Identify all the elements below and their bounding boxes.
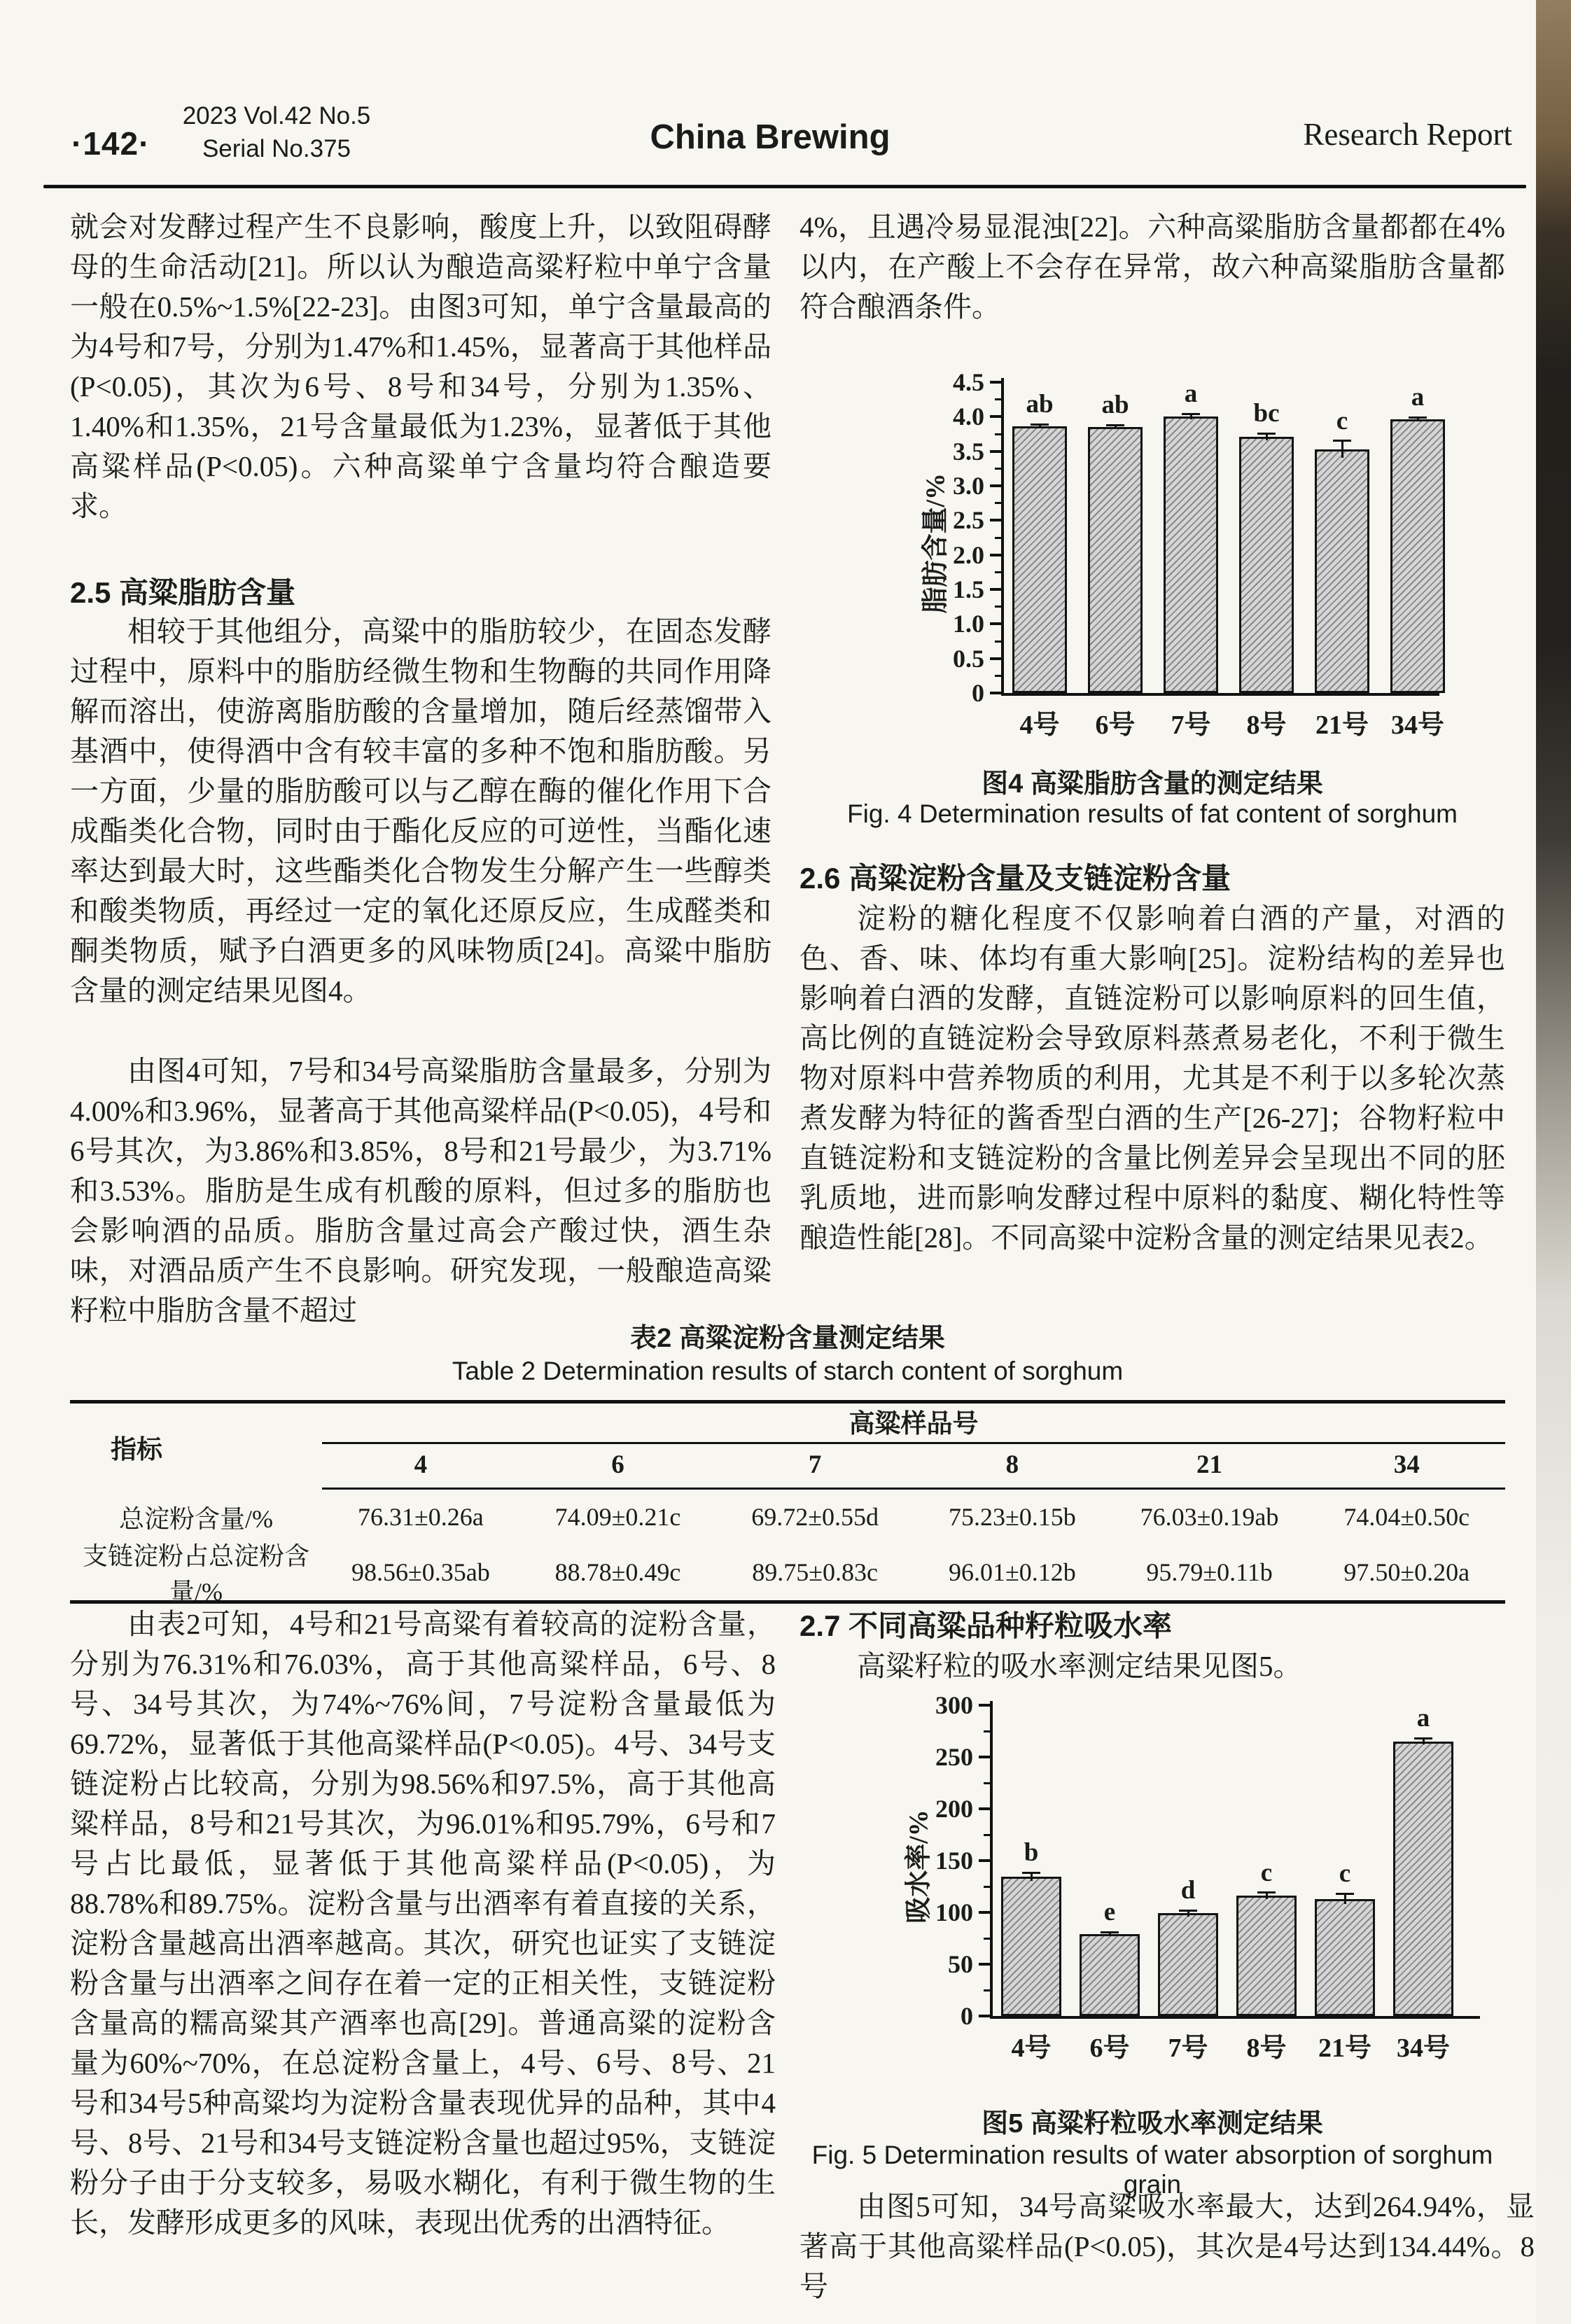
- figure4-bar-chart: [921, 368, 1444, 759]
- x-category-label: 21号: [1315, 710, 1369, 740]
- y-major-tick: [990, 519, 1001, 522]
- y-minor-tick: [984, 1989, 990, 1991]
- paragraph-water-absorption-results: 由图5可知，34号高粱吸水率最大，达到264.94%，显著高于其他高粱样品(P<0.05)，其次是4号达到134.44%。8号: [800, 2190, 1535, 2302]
- y-tick-label: 4.0: [953, 402, 984, 431]
- figure4-caption-cn: 图4 高粱脂肪含量的测定结果: [982, 769, 1323, 799]
- error-bar-cap: [1333, 440, 1351, 442]
- y-tick-label: 1.5: [953, 575, 984, 603]
- y-major-tick: [990, 657, 1001, 660]
- table2-cell: 75.23±0.15b: [948, 1503, 1076, 1531]
- error-bar-cap: [1101, 1931, 1119, 1933]
- table2-header-samples: [322, 1404, 1505, 1490]
- bar-7号: [1158, 1913, 1218, 2016]
- x-category-label: 34号: [1390, 710, 1444, 740]
- error-bar-stem: [1341, 441, 1343, 458]
- bar-4号: [1001, 1877, 1061, 2016]
- x-axis-line: [1001, 693, 1439, 696]
- bar-21号: [1315, 449, 1369, 693]
- bar-8号: [1236, 1896, 1297, 2016]
- y-major-tick: [990, 622, 1001, 625]
- paragraph-water-absorption-intro: 高粱籽粒的吸水率测定结果见图5。: [857, 1650, 1302, 1682]
- x-category-label: 8号: [1246, 710, 1287, 740]
- y-minor-tick: [984, 1782, 990, 1784]
- bar-6号: [1088, 427, 1143, 693]
- figure5-caption-cn: 图5 高粱籽粒吸水率测定结果: [982, 2109, 1323, 2138]
- table2-cell: 98.56±0.35ab: [351, 1558, 490, 1586]
- paragraph-fat-discussion: 由图4可知，7号和34号高粱脂肪含量最多，分别为4.00%和3.96%，显著高于其他高粱样品(P<0.05)，4号和6号其次，为3.86%和3.85%，8号和21号最少，为3.71%和3.53%。脂肪是生成有机酸的原料，但过多的脂肪也会影响酒的品质。脂肪含量过高会产酸过快，酒生杂味，对酒品质产生不良影响。研究发现，一般酿造高粱籽粒中脂肪含量不超过: [70, 1055, 771, 1326]
- y-minor-tick: [995, 502, 1001, 504]
- table2-cell: 97.50±0.20a: [1343, 1558, 1470, 1586]
- y-tick-label: 0: [961, 2002, 973, 2030]
- y-minor-tick: [995, 606, 1001, 608]
- bar-21号: [1315, 1899, 1375, 2016]
- section-heading-2-7: 2.7 不同高粱品种籽粒吸水率: [800, 1609, 1173, 1642]
- table2-row-amylopectin: [70, 1542, 1505, 1606]
- journal-title: China Brewing: [650, 118, 891, 156]
- table2-cell: 74.09±0.21c: [554, 1503, 681, 1531]
- significance-letter: a: [1416, 1704, 1430, 1733]
- table2-cell: 95.79±0.11b: [1146, 1558, 1273, 1586]
- issue-info: [168, 99, 385, 165]
- table2-sample-id: 34: [1393, 1450, 1420, 1479]
- y-tick-label: 0.5: [953, 644, 984, 673]
- y-tick-label: 3.0: [953, 472, 984, 500]
- error-bar-cap: [1031, 424, 1049, 426]
- bar-34号: [1390, 419, 1445, 693]
- y-tick-label: 0: [972, 679, 984, 707]
- y-minor-tick: [984, 1730, 990, 1732]
- table2-cell: 76.03±0.19ab: [1140, 1503, 1279, 1531]
- y-minor-tick: [995, 468, 1001, 470]
- bar-34号: [1393, 1742, 1453, 2016]
- error-bar-cap: [1106, 424, 1124, 426]
- table2-sample-id: 4: [414, 1450, 428, 1479]
- y-major-tick: [979, 1911, 990, 1914]
- y-major-tick: [990, 450, 1001, 453]
- table2-cell: 96.01±0.12b: [948, 1558, 1076, 1586]
- bar-8号: [1239, 437, 1294, 693]
- error-bar-cap: [1022, 1872, 1040, 1874]
- y-major-tick: [979, 1756, 990, 1758]
- table2-cell: 74.04±0.50c: [1343, 1503, 1470, 1531]
- y-minor-tick: [995, 537, 1001, 539]
- table2-cell: 69.72±0.55d: [751, 1503, 879, 1531]
- y-major-tick: [990, 692, 1001, 694]
- x-category-label: 7号: [1171, 710, 1211, 740]
- paragraph-tannin-results: 就会对发酵过程产生不良影响，酸度上升，以致阻碍酵母的生命活动[21]。所以认为酿造高粱籽粒中单宁含量一般在0.5%~1.5%[22-23]。由图3可知，单宁含量最高的为4号和7号，分别为1.47%和1.45%，显著高于其他样品(P<0.05)，其次为6号、8号和34号，分别为1.35%、1.40%和1.35%，21号含量最低为1.23%，显著低于其他高粱样品(P<0.05)。六种高粱单宁含量均符合酿造要求。: [70, 211, 771, 522]
- y-minor-tick: [995, 675, 1001, 677]
- significance-letter: ab: [1101, 391, 1129, 420]
- paragraph-starch-background: 淀粉的糖化程度不仅影响着白酒的产量，对酒的色、香、味、体均有重大影响[25]。淀粉结构的差异也影响着白酒的发酵，直链淀粉可以影响原料的回生值，高比例的直链淀粉会导致原料蒸煮易老化，不利于微生物对原料中营养物质的利用，尤其是不利于以多轮次蒸煮发酵为特征的酱香型白酒的生产[26-27]；谷物籽粒中直链淀粉和支链淀粉的含量比例差异会呈现出不同的胚乳质地，进而影响发酵过程中原料的黏度、糊化特性等酿造性能[28]。不同高粱中淀粉含量的测定结果见表2。: [800, 902, 1505, 1254]
- table2-sample-id: 21: [1196, 1450, 1223, 1479]
- y-minor-tick: [984, 1938, 990, 1940]
- table2-sample-id: 6: [611, 1450, 624, 1479]
- y-minor-tick: [995, 571, 1001, 573]
- issue-serial: Serial No.375: [202, 135, 351, 162]
- y-minor-tick: [995, 433, 1001, 435]
- error-bar-cap: [1409, 416, 1427, 419]
- x-category-label: 34号: [1396, 2033, 1450, 2063]
- x-category-label: 4号: [1011, 2033, 1052, 2063]
- error-bar-stem: [1031, 1872, 1033, 1881]
- significance-letter: ab: [1026, 390, 1054, 419]
- issue-volume: 2023 Vol.42 No.5: [182, 102, 371, 130]
- figure4-caption-en: Fig. 4 Determination results of fat content of sorghum: [847, 799, 1458, 828]
- significance-letter: d: [1180, 1876, 1196, 1905]
- significance-letter: a: [1184, 379, 1198, 409]
- y-major-tick: [990, 415, 1001, 418]
- error-bar-cap: [1414, 1737, 1432, 1740]
- y-tick-label: 150: [935, 1847, 973, 1875]
- y-tick-label: 4.5: [953, 368, 984, 396]
- y-minor-tick: [995, 398, 1001, 400]
- table2-title-cn: 表2 高粱淀粉含量测定结果: [630, 1324, 945, 1353]
- figure5-caption-en: Fig. 5 Determination results of water absorption of sorghum grain: [811, 2141, 1493, 2199]
- y-major-tick: [990, 381, 1001, 384]
- y-tick-label: 1.0: [953, 610, 984, 638]
- y-axis-line: [1001, 378, 1004, 696]
- significance-letter: c: [1260, 1858, 1273, 1887]
- figure5-bar-chart: [904, 1691, 1484, 2096]
- page-number: ·142·: [71, 125, 151, 162]
- table2-sample-id: 8: [1005, 1450, 1019, 1479]
- error-bar-cap: [1257, 433, 1276, 435]
- table2-cell: 88.78±0.49c: [554, 1558, 681, 1586]
- paragraph-starch-discussion: 由表2可知，4号和21号高粱有着较高的淀粉含量，分别为76.31%和76.03%，高于其他高粱样品，6号、8号、34号其次，为74%~76%间，7号淀粉含量最低为69.72%，显著低于其他高粱样品(P<0.05)。4号、34号支链淀粉占比较高，分别为98.56%和97.5%，高于其他高粱样品，8号和21号其次，为96.01%和95.79%，6号和7号占比最低，显著低于其他高粱样品(P<0.05)，为88.78%和89.75%。淀粉含量与出酒率有着直接的关系，淀粉含量越高出酒率越高。其次，研究也证实了支链淀粉含量与出酒率之间存在着一定的正相关性，支链淀粉含量高的糯高粱其产酒率也高[29]。普通高粱的淀粉含量为60%~70%，在总淀粉含量上，4号、6号、8号、21号和34号5种高粱均为淀粉含量表现优异的品种，其中4号、8号、21号和34号支链淀粉含量也超过95%，支链淀粉分子由于分支较多，易吸水糊化，有利于微生物的生长，发酵形成更多的风味，表现出优秀的出酒特征。: [70, 1608, 776, 2239]
- significance-letter: c: [1336, 406, 1348, 435]
- y-tick-label: 100: [935, 1898, 973, 1926]
- y-major-tick: [979, 2015, 990, 2017]
- bar-7号: [1164, 416, 1218, 693]
- y-tick-label: 250: [935, 1743, 973, 1771]
- y-major-tick: [979, 1704, 990, 1707]
- table2-sample-id-row: [322, 1444, 1505, 1490]
- x-category-label: 6号: [1089, 2033, 1130, 2063]
- significance-letter: a: [1411, 383, 1425, 412]
- y-tick-label: 3.5: [953, 437, 984, 465]
- bar-4号: [1012, 426, 1067, 693]
- y-axis-label: 吸水率/%: [904, 1809, 934, 1924]
- column-title: Research Report: [1303, 117, 1512, 152]
- error-bar-cap: [1257, 1891, 1276, 1893]
- section-heading-2-5: 2.5 高粱脂肪含量: [70, 576, 296, 609]
- table2: [70, 1400, 1505, 1604]
- table2-row-label: 支链淀粉占总淀粉含量/%: [82, 1542, 309, 1606]
- y-minor-tick: [984, 1834, 990, 1836]
- error-bar-cap: [1336, 1893, 1354, 1895]
- x-category-label: 8号: [1246, 2033, 1287, 2063]
- y-tick-label: 300: [935, 1691, 973, 1719]
- error-bar-cap: [1182, 413, 1200, 415]
- table2-header-indicator: 指标: [111, 1434, 162, 1464]
- x-category-label: 21号: [1318, 2033, 1371, 2063]
- y-major-tick: [979, 1807, 990, 1810]
- table2-title-en: Table 2 Determination results of starch content of sorghum: [452, 1357, 1124, 1385]
- y-minor-tick: [995, 640, 1001, 643]
- y-minor-tick: [984, 1886, 990, 1888]
- table2-row-label: 总淀粉含量/%: [119, 1504, 273, 1533]
- paragraph-fat-background: 相较于其他组分，高粱中的脂肪较少，在固态发酵过程中，原料中的脂肪经微生物和生物酶的共同作用降解而溶出，使游离脂肪酸的含量增加，随后经蒸馏带入基酒中，使得酒中含有较丰富的多种不饱和脂肪酸。另一方面，少量的脂肪酸可以与乙醇在酶的催化作用下合成酯类化合物，同时由于酯化反应的可逆性，当酯化速率达到最大时，这些酯类化合物发生分解产生一些醇类和酸类物质，再经过一定的氧化还原反应，生成醛类和酮类物质，赋予白酒更多的风味物质[24]。高粱中脂肪含量的测定结果见图4。: [70, 615, 771, 1007]
- y-tick-label: 50: [948, 1950, 973, 1978]
- y-tick-label: 200: [935, 1795, 973, 1823]
- x-category-label: 6号: [1095, 710, 1136, 740]
- y-axis-label: 脂肪含量/%: [921, 472, 951, 614]
- y-major-tick: [979, 1963, 990, 1966]
- bar-6号: [1080, 1934, 1140, 2016]
- significance-letter: e: [1103, 1898, 1116, 1927]
- paragraph-fat-conclusion: 4%，且遇冷易显混浊[22]。六种高粱脂肪含量都都在4%以内，在产酸上不会存在异常，故六种高粱脂肪含量都符合酿酒条件。: [800, 211, 1505, 323]
- x-category-label: 4号: [1019, 710, 1060, 740]
- section-heading-2-6: 2.6 高粱淀粉含量及支链淀粉含量: [800, 862, 1231, 895]
- significance-letter: c: [1339, 1859, 1351, 1889]
- scan-edge-shadow: [1536, 0, 1571, 2324]
- x-category-label: 7号: [1168, 2033, 1208, 2063]
- table2-sample-id: 7: [808, 1450, 822, 1479]
- y-tick-label: 2.0: [953, 540, 984, 569]
- significance-letter: bc: [1253, 399, 1280, 428]
- table2-header-group: 高粱样品号: [322, 1404, 1505, 1444]
- y-major-tick: [990, 588, 1001, 591]
- table2-cell: 76.31±0.26a: [357, 1503, 484, 1531]
- table2-header: [70, 1404, 1505, 1490]
- header-divider: [43, 185, 1526, 188]
- y-tick-label: 2.5: [953, 506, 984, 535]
- significance-letter: b: [1024, 1838, 1039, 1868]
- x-axis-line: [990, 2016, 1480, 2019]
- error-bar-stem: [1344, 1893, 1346, 1904]
- y-axis-line: [990, 1701, 993, 2019]
- table2-cell: 89.75±0.83c: [752, 1558, 879, 1586]
- error-bar-cap: [1179, 1910, 1197, 1912]
- y-major-tick: [990, 554, 1001, 556]
- y-major-tick: [979, 1859, 990, 1862]
- y-major-tick: [990, 484, 1001, 487]
